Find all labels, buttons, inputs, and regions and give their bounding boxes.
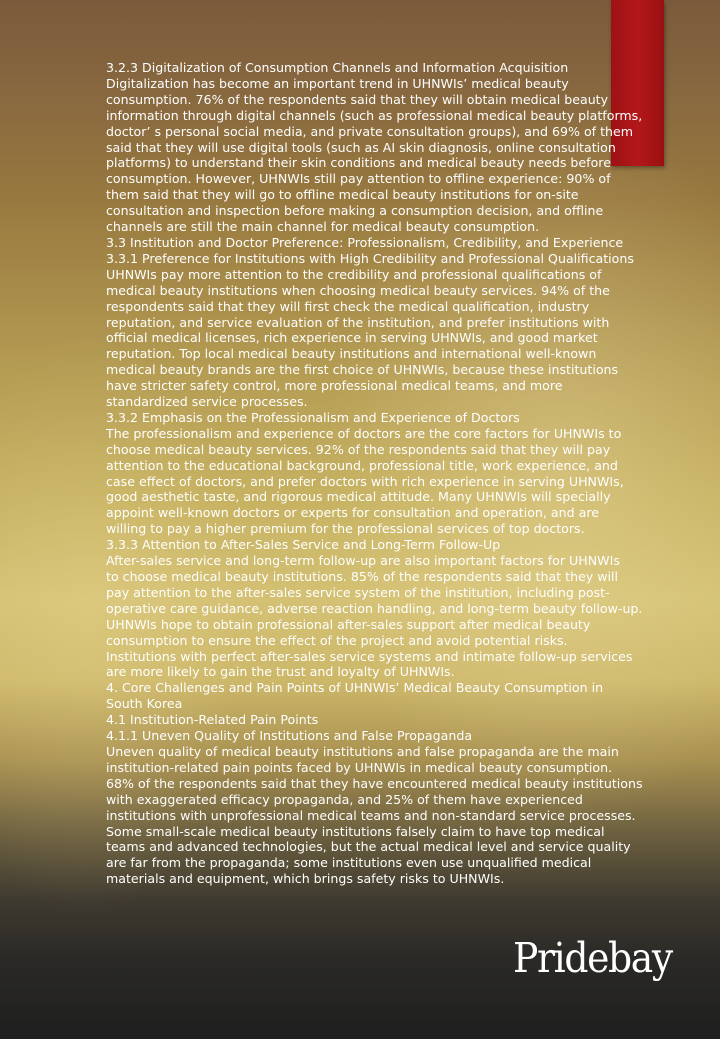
text-line: choose medical beauty services. 92% of the respondents said that they will pay [106,441,611,457]
text-line: 3.3.2 Emphasis on the Professionalism and Experience of Doctors [106,409,520,425]
text-line: doctor’ s personal social media, and private consultation groups), and 69% of them [106,123,634,139]
text-line: Institutions with perfect after-sales service systems and intimate follow-up services [106,648,633,664]
text-line: 4.1 Institution-Related Pain Points [106,712,319,728]
text-line: attention to the educational background, professional title, work experience, and [106,457,618,473]
text-line: willing to pay a higher premium for the professional services of top doctors. [106,521,585,537]
text-line: reputation, and service evaluation of the institution, and prefer institutions with [106,314,610,330]
text-line: Some small-scale medical beauty institutions falsely claim to have top medical [106,823,605,839]
text-line: 4.1.1 Uneven Quality of Institutions and False Propaganda [106,728,473,744]
text-line: standardized service processes. [106,394,308,410]
text-line: pay attention to the after-sales service system of the institution, including post- [106,584,610,600]
text-line: are more likely to gain the trust and loyalty of UHNWIs. [106,664,455,680]
text-line: respondents said that they will first check the medical qualification, industry [106,298,590,314]
text-line: them said that they will go to offline medical beauty institutions for on-site [106,187,579,203]
text-line: to choose medical beauty institutions. 85% of the respondents said that they will [106,569,619,584]
text-line: teams and advanced technologies, but the actual medical level and service quality [106,839,631,855]
text-line: consumption to ensure the effect of the project and avoid potential risks. [106,632,568,648]
text-line: have stricter safety control, more professional medical teams, and more [106,378,563,394]
text-line: medical beauty brands are the first choice of UHNWIs, because these institutions [106,362,619,378]
text-line: materials and equipment, which brings safety risks to UHNWIs. [106,871,505,887]
text-line: UHNWIs pay more attention to the credibility and professional qualifications of [106,266,602,282]
text-line: appoint well-known doctors or experts for consultation and operation, and are [106,505,599,521]
text-line: case effect of doctors, and prefer doctors with rich experience in serving UHNWIs, [106,473,624,489]
text-line: Uneven quality of medical beauty institutions and false propaganda are the main [106,743,619,759]
text-line: 3.2.3 Digitalization of Consumption Channels and Information Acquisition [106,60,569,75]
brand-logo: Pridebay [513,934,672,982]
text-line: 4. Core Challenges and Pain Points of UHNWIs’ Medical Beauty Consumption in [106,680,604,696]
text-line: channels are still the main channel for medical beauty consumption. [106,219,540,235]
text-line: reputation. Top local medical beauty institutions and international well-known [106,346,597,362]
text-line: institutions with unprofessional medical teams and non-standard service processes. [106,807,636,823]
text-line: consumption. 76% of the respondents said that they will obtain medical beauty [106,91,609,107]
text-line: said that they will use digital tools (such as AI skin diagnosis, online consultation [106,139,616,155]
text-line: are far from the propaganda; some institutions even use unqualified medical [106,855,592,871]
text-line: consumption. However, UHNWIs still pay attention to offline experience: 90% of [106,171,611,187]
text-line: South Korea [106,696,183,712]
text-line: official medical licenses, rich experience in serving UHNWIs, and good market [106,330,598,346]
text-line: UHNWIs hope to obtain professional after-sales support after medical beauty [106,616,591,632]
text-line: good aesthetic taste, and rigorous medical attitude. Many UHNWIs will specially [106,489,611,505]
text-line: Digitalization has become an important trend in UHNWIs’ medical beauty [106,75,569,91]
text-line: After-sales service and long-term follow-up are also important factors for UHNWIs [106,553,620,569]
text-line: platforms) to understand their skin conditions and medical beauty needs before [106,155,611,171]
text-line: operative care guidance, adverse reaction handling, and long-term beauty follow-up. [106,600,643,616]
text-line: 3.3.1 Preference for Institutions with High Credibility and Professional Qualifications [106,250,634,266]
text-line: medical beauty institutions when choosing medical beauty services. 94% of the [106,282,610,298]
text-line: institution-related pain points faced by UHNWIs in medical beauty consumption. [106,759,613,775]
body-text [106,60,666,887]
text-line: The professionalism and experience of doctors are the core factors for UHNWIs to [106,425,622,441]
text-line: consultation and inspection before making a consumption decision, and offline [106,203,604,219]
text-line: information through digital channels (such as professional medical beauty platforms, [106,107,643,123]
text-line: 68% of the respondents said that they have encountered medical beauty institutions [106,775,643,791]
text-line: 3.3 Institution and Doctor Preference: Professionalism, Credibility, and Experience [106,234,624,250]
text-line: 3.3.3 Attention to After-Sales Service and Long-Term Follow-Up [106,537,501,553]
text-line: with exaggerated efficacy propaganda, and 25% of them have experienced [106,791,583,807]
